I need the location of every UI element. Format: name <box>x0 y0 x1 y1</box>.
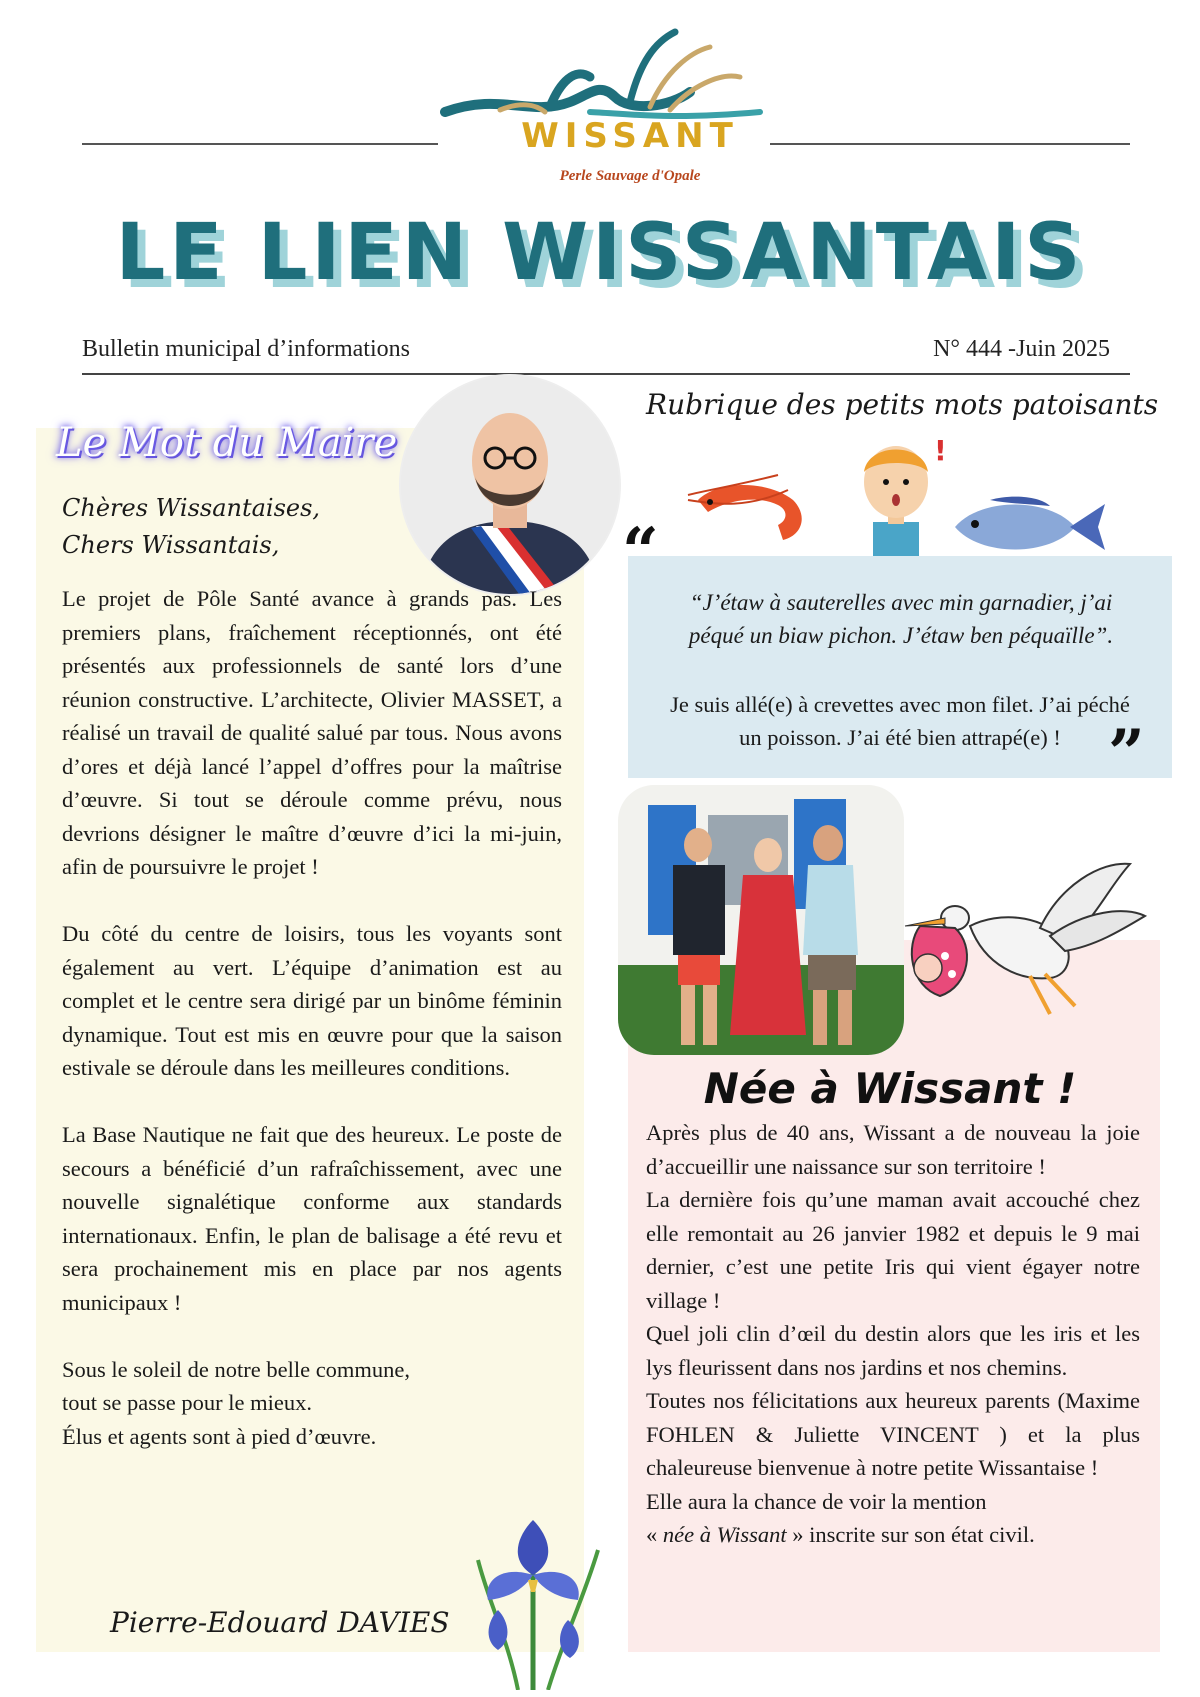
shrimp-icon <box>678 470 818 550</box>
patois-line-1: “J’étaw à sauterelles avec min garnadier, j’ai <box>689 590 1113 615</box>
mayor-signature: Pierre-Edouard DAVIES <box>110 1606 450 1639</box>
birth-paragraph-2: La dernière fois qu’une maman avait accouché chez elle remontait au 26 janvier 1982 et depuis le 9 mai dernier, c’est une petite Iris qui vient égayer notre village ! <box>646 1187 1140 1313</box>
surprised-boy-icon <box>848 432 948 562</box>
french-line-2: un poisson. J’ai été bien attrapé(e) ! <box>739 725 1061 750</box>
header-rule-right <box>770 143 1130 145</box>
french-line-1: Je suis allé(e) à crevettes avec mon filet. J’ai péché <box>670 692 1130 717</box>
subtitle-rule <box>82 373 1130 375</box>
header-rule-left <box>82 143 438 145</box>
birth-mention-open: « <box>646 1522 663 1547</box>
greeting-line-2: Chers Wissantais, <box>62 531 280 559</box>
patois-heading: Rubrique des petits mots patoisants <box>646 388 1159 421</box>
mayor-greeting <box>62 490 320 564</box>
birth-paragraph-6 <box>646 1518 1140 1552</box>
issue-number: N° 444 -Juin 2025 <box>933 336 1110 362</box>
mayor-closing <box>62 1353 562 1454</box>
mayor-paragraph-loisirs: Du côté du centre de loisirs, tous les voyants sont également au vert. L’équipe d’animation est au complet et le centre sera dirigé par un binôme féminin dynamique. Tout est mis en œuvre pour que la saison estivale se déroule dans les meilleures conditions. <box>62 921 562 1080</box>
birth-mention-rest: » inscrite sur son état civil. <box>786 1522 1035 1547</box>
birth-paragraph-4: Toutes nos félicitations aux heureux parents (Maxime FOHLEN & Juliette VINCENT ) et la plus chaleureuse bienvenue à notre petite Wissantaise ! <box>646 1388 1140 1480</box>
closing-line-2: tout se passe pour le mieux. <box>62 1390 312 1415</box>
mayor-paragraph-sante: Le projet de Pôle Santé avance à grands pas. Les premiers plans, fraîchement réceptionnés, ont été présentés aux professionnels de santé lors d’une réunion constructive. L’architecte, Olivier MASSET, a réalisé un travail de qualité salué par tous. Nous avons d’ores et déjà lancé l’appel d’offres pour la maîtrise d’œuvre. Si tout se déroule comme prévu, nous devrions désigner le maître d’œuvre d’ici la mi-juin, afin de poursuivre le projet ! <box>62 586 562 879</box>
masthead-title: LE LIEN WISSANTAIS <box>115 208 1085 298</box>
fish-icon <box>950 492 1110 562</box>
family-photo-icon <box>618 785 904 1055</box>
birth-paragraph-1: Après plus de 40 ans, Wissant a de nouveau la joie d’accueillir une naissance sur son territoire ! <box>646 1120 1140 1179</box>
closing-line-1: Sous le soleil de notre belle commune, <box>62 1356 411 1382</box>
mayor-portrait-icon <box>401 376 619 594</box>
patois-line-2: péqué un biaw pichon. J’étaw ben péquaïlle”. <box>688 623 1114 648</box>
quote-open-mark: “ <box>622 514 659 589</box>
birth-mention-text: née à Wissant <box>662 1522 787 1547</box>
family-photo <box>618 785 904 1055</box>
mayor-paragraph-nautique: La Base Nautique ne fait que des heureux. Le poste de secours a bénéficié d’un rafraîchissement, avec une nouvelle signalétique conforme aux standards internationaux. Enfin, le plan de balisage a été revu et sera prochainement mis en place par nos agents municipaux ! <box>62 1122 562 1315</box>
birth-body <box>646 1116 1140 1552</box>
birth-paragraph-3: Quel joli clin d’œil du destin alors que les iris et les lys fleurissent dans nos jardins et nos chemins. <box>646 1321 1140 1380</box>
iris-flower-icon <box>448 1480 618 1690</box>
birth-heading: Née à Wissant ! <box>703 1064 1077 1113</box>
logo-tagline: Perle Sauvage d'Opale <box>559 168 701 184</box>
birth-paragraph-5: Elle aura la chance de voir la mention <box>646 1488 987 1514</box>
patois-quote <box>636 586 1166 652</box>
quote-close-mark: ” <box>1108 716 1145 791</box>
greeting-line-1: Chères Wissantaises, <box>62 494 321 522</box>
stork-baby-icon <box>900 856 1150 1016</box>
patois-translation <box>630 688 1170 754</box>
svg-text:!: ! <box>934 434 947 467</box>
mayor-heading: Le Mot du Maire <box>56 420 398 466</box>
bulletin-subtitle: Bulletin municipal d’informations <box>82 336 410 362</box>
mayor-portrait <box>401 376 619 594</box>
logo-wordmark: WISSANT <box>521 116 739 156</box>
mayor-body <box>62 582 562 1453</box>
closing-line-3: Élus et agents sont à pied d’œuvre. <box>62 1423 377 1449</box>
